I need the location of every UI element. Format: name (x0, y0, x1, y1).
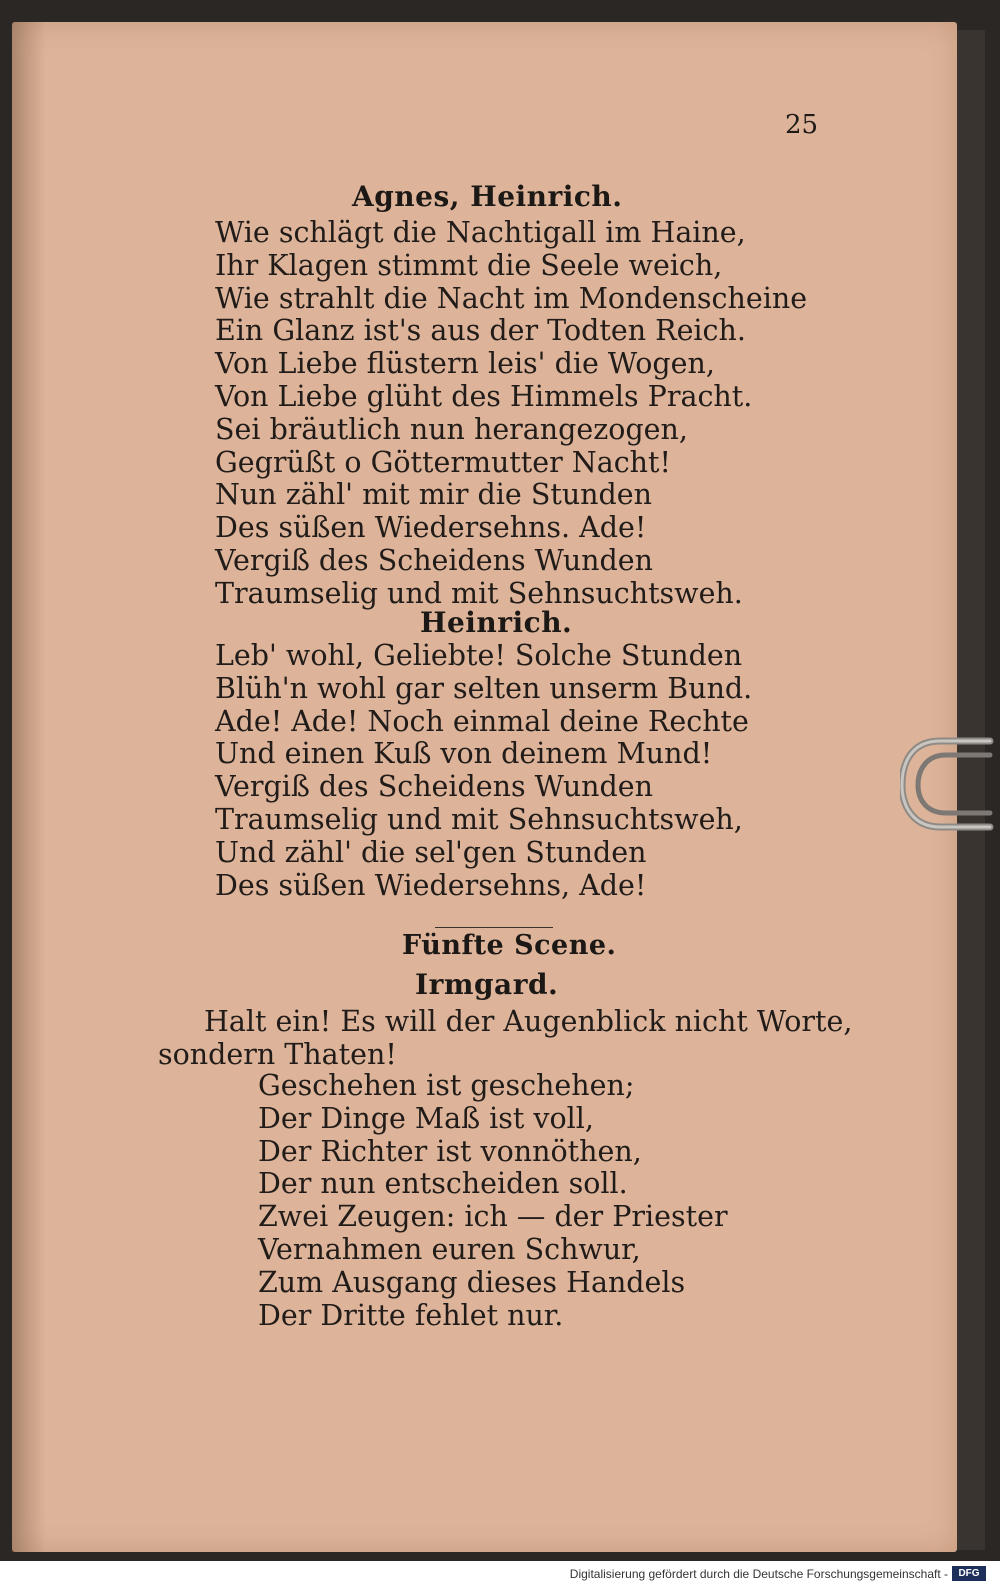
verse-line: Wie schlägt die Nachtigall im Haine, (215, 216, 746, 249)
speaker-heading-irmgard: Irmgard. (415, 968, 559, 1001)
verse-line: Geschehen ist geschehen; (258, 1069, 635, 1102)
verse-line: Und einen Kuß von deinem Mund! (215, 737, 713, 771)
verse-line: Sei bräutlich nun herangezogen, (215, 412, 688, 446)
verse-line: Der Dritte fehlet nur. (258, 1298, 564, 1332)
verse-block-heinrich (215, 640, 752, 902)
verse-line: Ihr Klagen stimmt die Seele weich, (215, 248, 723, 282)
speaker-heading-agnes-heinrich: Agnes, Heinrich. (352, 180, 623, 213)
verse-line: Vernahmen euren Schwur, (258, 1232, 641, 1266)
verse-line: Leb' wohl, Geliebte! Solche Stunden (215, 639, 743, 672)
dfg-logo: DFG (952, 1566, 986, 1581)
verse-line: Ein Glanz ist's aus der Todten Reich. (215, 314, 746, 348)
verse-line: Vergiß des Scheidens Wunden (215, 543, 653, 577)
verse-block-irmgard (258, 1070, 728, 1332)
verse-line: Zum Ausgang dieses Handels (258, 1265, 686, 1299)
verse-line: Vergiß des Scheidens Wunden (215, 770, 653, 804)
digitization-credit: Digitalisierung gefördert durch die Deutsche Forschungsgemeinschaft - (569, 1567, 948, 1581)
verse-line: Zwei Zeugen: ich — der Priester (258, 1200, 728, 1234)
verse-line: Des süßen Wiedersehns. Ade! (215, 511, 647, 545)
page-gutter-shadow (12, 22, 46, 1552)
verse-line: Ade! Ade! Noch einmal deine Rechte (215, 704, 749, 738)
scene-title: Fünfte Scene. (402, 930, 617, 961)
verse-block-agnes-heinrich (215, 217, 807, 611)
verse-line: Wie strahlt die Nacht im Mondenscheine (215, 281, 808, 315)
prose-block-irmgard (158, 1005, 852, 1071)
paper-clip-icon (900, 735, 1000, 835)
verse-line: Traumselig und mit Sehnsuchtsweh. (215, 576, 743, 610)
verse-line: Der nun entscheiden soll. (258, 1167, 628, 1201)
verse-line: Des süßen Wiedersehns, Ade! (215, 868, 647, 902)
verse-line: Und zähl' die sel'gen Stunden (215, 835, 647, 869)
prose-line: Halt ein! Es will der Augenblick nicht Worte, (204, 1005, 853, 1038)
verse-line: Gegrüßt o Göttermutter Nacht! (215, 445, 671, 479)
verse-line: Traumselig und mit Sehnsuchtsweh, (215, 802, 743, 836)
verse-line: Nun zähl' mit mir die Stunden (215, 478, 652, 512)
speaker-heading-heinrich: Heinrich. (420, 606, 573, 639)
verse-line: Von Liebe flüstern leis' die Wogen, (215, 347, 715, 381)
prose-line: sondern Thaten! (158, 1038, 397, 1071)
page-number: 25 (785, 110, 819, 140)
verse-line: Der Dinge Maß ist voll, (258, 1101, 594, 1135)
verse-line: Von Liebe glüht des Himmels Pracht. (215, 379, 753, 413)
verse-line: Der Richter ist vonnöthen, (258, 1134, 642, 1168)
verse-line: Blüh'n wohl gar selten unserm Bund. (215, 671, 753, 705)
section-divider (435, 927, 553, 928)
